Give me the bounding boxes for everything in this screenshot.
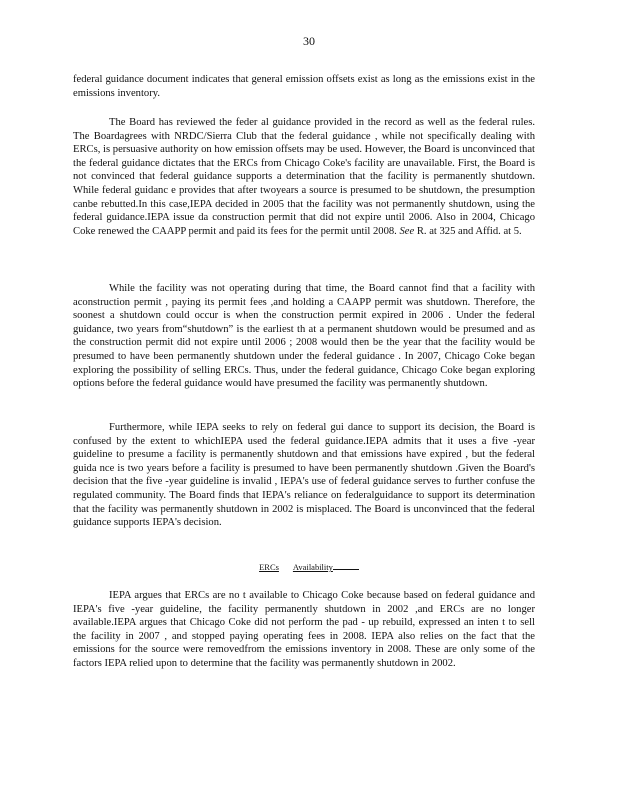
paragraph-continuation: federal guidance document indicates that general emission offsets exist as long as the emissions exist in the emissions inventory. [73, 74, 535, 99]
paragraph-iepa-argues: IEPA argues that ERCs are no t available to Chicago Coke because based on federal guidance and IEPA's five -year guideline, the facility permanently shutdown in 2002 ,and ERCs are no longer available.IEPA argues that Chicago Coke did not perform the pad - up rebuild, expressed an inten t to sell the facility in 2007 , and stopped paying operating fees in 2008. IEPA also relies on the fact that the emissions for the source were removedfrom the emissions inventory in 2008. These are only some of the factors IEPA relied upon to determine that the facility was permanently shutdown in 2002. [73, 590, 535, 669]
heading-part-availability: Availability [292, 562, 333, 572]
paragraph-furthermore: Furthermore, while IEPA seeks to rely on federal gui dance to support its decision, the Board is confused by the extent to whichIEPA used the federal guidance.IEPA admits that it uses a five -year guideline to presume a facility is permanently shutdown and that emissions have expired , but the federal guida nce is two years before a facility is presumed to have been permanently shutdown .Given the Board's decision that the five -year guideline is invalid , IEPA's use of federal guidance serves to further confuse the regulated community. The Board finds that IEPA's reliance on federalguidance to support its determination that the facility was permanently shutdown in 2002 is misplaced. The Board is unconvinced that the federal guidance supports IEPA's decision. [73, 422, 535, 529]
heading-underline [333, 561, 359, 570]
paragraph-board-review [73, 116, 535, 238]
heading-part-ercs: ERCs [259, 562, 279, 572]
citation-signal: See [399, 225, 415, 237]
section-heading [0, 561, 618, 573]
paragraph-facility-not-operating: While the facility was not operating during that time, the Board cannot find that a facility with aconstruction permit , paying its permit fees ,and holding a CAAPP permit was shutdown. Therefore, the soonest a shutdown could occur is when the construction permit expired in 2006 . Under the federal guidance, two years from“shutdown” is the earliest th at a permanent shutdown would be presumed and as the construction permit did not expire until 2006 ; 2008 would then be the year that the facility would be presumed to have been permanently shutdown under the federal guidance . In 2007, Chicago Coke began exploring the possibility of selling ERCs. Thus, under the federal guidance, Chicago Coke began exploring options before the federal guidance would have presumed the facility was permanently shutdown. [73, 283, 535, 390]
citation-text: R. at 325 and Affid. at 5. [414, 225, 522, 237]
page-number: 30 [303, 34, 315, 48]
paragraph-board-review-text: The Board has reviewed the feder al guidance provided in the record as well as the federal rules. The Boardagrees with NRDC/Sierra Club that the federal guidance , while not specifically dealing with ERCs, is persuasive authority on how emission offsets may be used. However, the Board is unconvinced that the federal guidance dictates that the ERCs from Chicago Coke's facility are unavailable. First, the Board is not convinced that federal guidance supports a determination that the facility is permanently shutdown. While federal guidanc e provides that after twoyears a source is presumed to be shutdown, the presumption canbe rebutted.In this case,IEPA decided in 2005 that the facility was not permanently shutdown, using the federal guidance.IEPA issue da construction permit that did not expire until 2006. Also in 2004, Chicago Coke renewed the CAAPP permit and paid its fees for the permit until 2008. [73, 117, 535, 237]
